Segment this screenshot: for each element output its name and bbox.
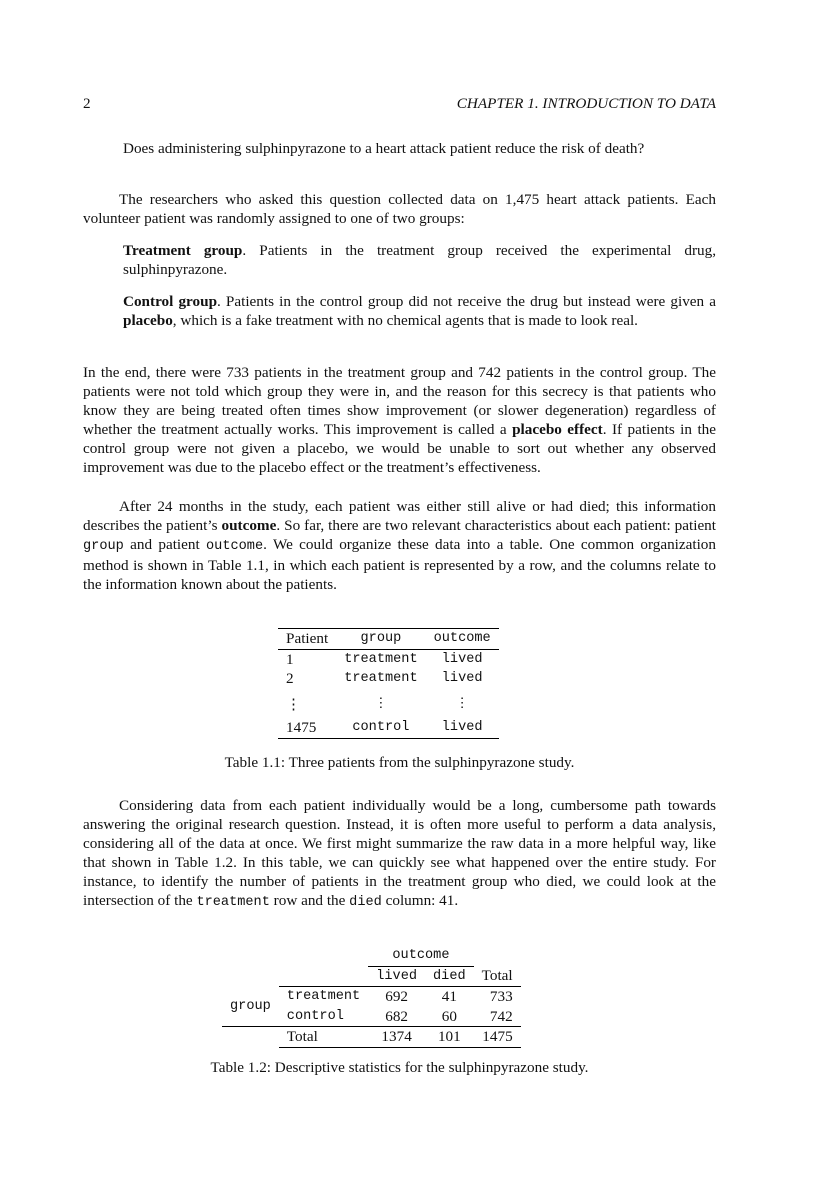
summary-table — [222, 946, 521, 1048]
treatment-group-definition — [123, 241, 716, 279]
cell: 2 — [286, 670, 294, 687]
table-row — [278, 689, 499, 719]
column-header: lived — [376, 968, 418, 984]
column-header: Patient — [286, 630, 329, 647]
text-run: After 24 months in the study, each patient was either still alive or had died; this information describes the patient’s — [83, 498, 716, 535]
text-run: . Patients in the control group did not receive the drug but instead were given a — [217, 293, 716, 310]
text-run: column: 41. — [381, 892, 459, 910]
row-label: control — [286, 1008, 344, 1024]
code-term: outcome — [206, 539, 264, 555]
column-header: outcome — [433, 631, 491, 646]
bold-term: outcome — [221, 517, 277, 535]
text-run: , which is a fake treatment with no chemical agents that is made to look real. — [172, 312, 638, 330]
text-run: Does administering sulphinpyrazone to a heart attack patient reduce the risk of death? — [123, 140, 645, 157]
cell: 1374 — [381, 1028, 412, 1045]
table-caption: Table 1.2: Descriptive statistics for the sulphinpyrazone study. — [210, 1059, 589, 1076]
text-run: In the end, there were 733 patients in the treatment group and 742 patients in the control group. The patients were not told which group they were in, and the reason for this secrecy is that patients who know they are being treated often times show improvement (or slower degeneration) regardless of whether the treatment actually works. This improvement is called a — [83, 364, 716, 439]
column-header: died — [433, 968, 466, 984]
text-run: . We could organize these data into a table. One common organization method is shown in Table 1.1, in which each patient is represented by a row, and the columns relate to the information known about the patients. — [83, 536, 716, 594]
text-run: The researchers who asked this question collected data on 1,475 heart attack patients. Each volunteer patient was randomly assigned to one of two groups: — [83, 191, 716, 228]
paragraph — [83, 190, 716, 228]
chapter-title: CHAPTER 1. INTRODUCTION TO DATA — [456, 95, 716, 112]
row-variable-label: group — [222, 987, 279, 1027]
text-run: . Patients in the treatment group received the experimental drug, sulphinpyrazone. — [123, 242, 716, 279]
paragraph — [83, 796, 716, 913]
spanner-header: outcome — [368, 946, 473, 966]
cell: 692 — [385, 988, 408, 1005]
cell: treatment — [344, 651, 418, 667]
paragraph — [83, 363, 716, 478]
table-row — [278, 718, 499, 738]
cell: treatment — [344, 671, 418, 686]
row-label: Total — [286, 1028, 318, 1045]
text-run: Considering data from each patient individually would be a long, cumbersome path towards answering the original research question. Instead, it is often more useful to perform a data analysis, considering all of the data at once. We first might summarize the raw data in a more helpful way, like that shown in Table 1.2. In this table, we can quickly see what happened over the entire study. For instance, to identify the number of patients in the treatment group who died, we could look at the intersection of the — [83, 797, 716, 910]
question — [123, 139, 678, 158]
cell: 41 — [441, 988, 457, 1005]
patients-table — [278, 628, 499, 739]
cell: 682 — [385, 1007, 408, 1025]
cell: lived — [441, 651, 483, 667]
cell: ⋮ — [286, 695, 302, 713]
cell: lived — [441, 671, 483, 686]
code-term: died — [349, 895, 382, 911]
cell: 733 — [489, 988, 513, 1005]
code-term: group — [83, 539, 124, 555]
text-run: row and the — [269, 892, 350, 910]
text-run: . So far, there are two relevant characteristics about each patient: patient — [276, 517, 716, 535]
code-term: treatment — [196, 895, 270, 911]
cell: 1475 — [482, 1028, 513, 1045]
cell: control — [352, 720, 410, 735]
table-row — [278, 649, 499, 669]
cell: lived — [441, 720, 483, 735]
column-header: group — [360, 631, 402, 646]
text-run: and patient — [123, 536, 207, 554]
paragraph — [83, 497, 716, 594]
control-group-definition — [123, 292, 716, 330]
bold-term: Treatment group — [123, 242, 243, 259]
row-label: treatment — [286, 989, 361, 1004]
page-number: 2 — [83, 95, 91, 112]
bold-term: placebo — [123, 312, 173, 330]
text-run: . If patients in the control group were not given a placebo, we would be unable to sort out whether any observed improvement was due to the placebo effect or the treatment’s effectiveness. — [83, 421, 716, 477]
cell: 742 — [489, 1007, 513, 1025]
cell: 101 — [437, 1028, 461, 1045]
cell: ⋮ — [374, 696, 388, 712]
table-caption: Table 1.1: Three patients from the sulphinpyrazone study. — [224, 754, 575, 771]
cell: 1475 — [286, 719, 317, 736]
bold-term: Control group — [123, 293, 218, 310]
cell: 60 — [441, 1007, 457, 1025]
cell: ⋮ — [455, 696, 469, 712]
table-row — [278, 669, 499, 689]
column-header: Total — [481, 967, 513, 985]
cell: 1 — [286, 650, 294, 668]
bold-term: placebo effect — [512, 421, 603, 439]
